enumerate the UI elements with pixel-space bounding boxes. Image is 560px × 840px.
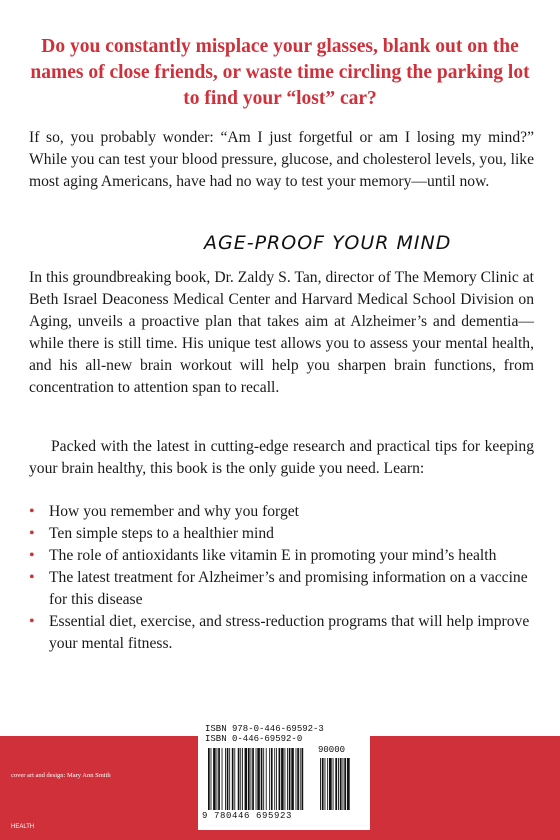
barcode-icon xyxy=(206,748,364,810)
list-item-text: Ten simple steps to a healthier mind xyxy=(49,525,274,542)
price-code: 90000 xyxy=(318,745,346,755)
list-item-text: Essential diet, exercise, and stress-reduction programs that will help improve your mental fitness. xyxy=(49,613,530,652)
isbn-10: ISBN 0-446-69592-0 xyxy=(205,734,303,744)
intro-paragraph: If so, you probably wonder: “Am I just forgetful or am I losing my mind?” While you can test your blood pressure, glucose, and cholesterol levels, you, like most aging Americans, have had no way to test your memory—until now. xyxy=(29,129,534,190)
bullet-icon: • xyxy=(29,569,35,586)
bullet-icon: • xyxy=(29,503,35,520)
list-item xyxy=(29,567,534,611)
learn-list xyxy=(29,501,534,655)
list-item xyxy=(29,611,534,655)
list-item xyxy=(29,545,534,567)
barcode-digits: 9 780446 695923 xyxy=(202,811,293,821)
learn-paragraph-text: Packed with the latest in cutting-edge research and practical tips for keeping your brain healthy, this book is the only guide you need. Learn: xyxy=(29,438,534,477)
cover-credit: cover art and design: Mary Ann Smith xyxy=(11,772,111,779)
list-item-text: The latest treatment for Alzheimer’s and promising information on a vaccine for this disease xyxy=(49,569,528,608)
bullet-icon: • xyxy=(29,613,35,630)
list-item-text: The role of antioxidants like vitamin E in promoting your mind’s health xyxy=(49,547,497,564)
handwritten-title xyxy=(200,224,452,258)
list-item xyxy=(29,501,534,523)
isbn-13: ISBN 978-0-446-69592-3 xyxy=(205,724,324,734)
learn-paragraph xyxy=(29,436,534,480)
description-paragraph: In this groundbreaking book, Dr. Zaldy S. Tan, director of The Memory Clinic at Beth Israel Deaconess Medical Center and Harvard Medical School Division on Aging, unveils a proactive plan that takes aim at Alzheimer’s and dementia—while there is still time. His unique test allows you to assess your mental health, and his all-new brain workout will help you sharpen brain functions, from concentration to attention span to recall. xyxy=(29,269,534,396)
list-item-text: How you remember and why you forget xyxy=(49,503,300,520)
handwritten-title-text: AGE-PROOF YOUR MIND xyxy=(204,232,452,254)
category-label: HEALTH xyxy=(11,824,35,830)
bullet-icon: • xyxy=(29,547,35,564)
headline: Do you constantly misplace your glasses, blank out on the names of close friends, or waste time circling the parking lot to find your “lost” car? xyxy=(30,36,530,109)
bullet-icon: • xyxy=(29,525,35,542)
list-item xyxy=(29,523,534,545)
